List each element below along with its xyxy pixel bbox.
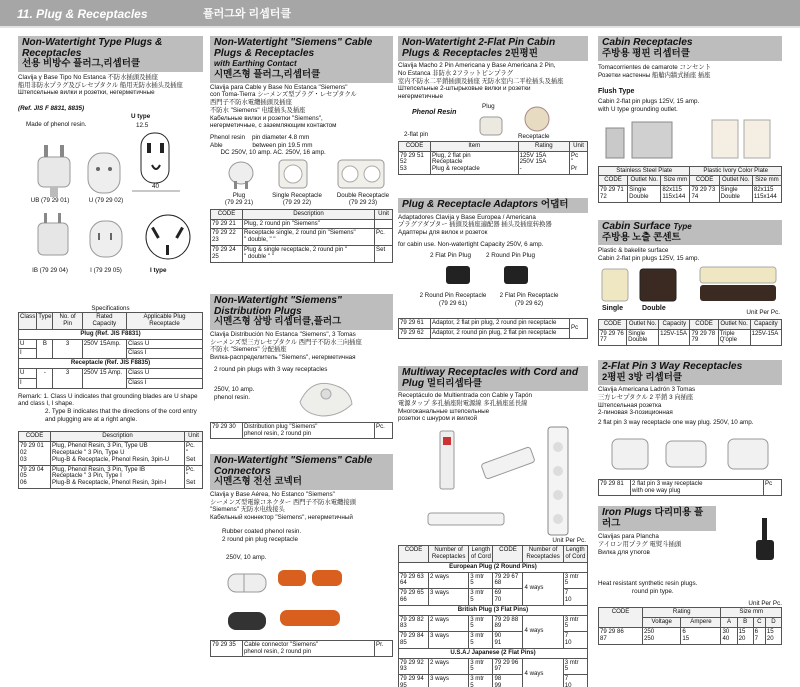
section-desc: Tomacorrientes de camarote コンセント Розетки настенны 船艙内牆式插座 插座 (598, 64, 712, 80)
spec-area (210, 362, 393, 422)
distribution-plug-photo (290, 372, 360, 422)
spec-text: Cabin 2-flat pin plugs 125V, 15 amp. with U type grounding outlet. (598, 98, 700, 113)
photo-caption: U (79 29 02) (88, 196, 124, 204)
section-desc: Plastic & bakelite surface Cabin 2-flat pin plugs 125V, 15 amp. (598, 247, 700, 263)
table-row: 79 29 65 66 3 ways 3 mtr 5 69 70 7 10 (399, 589, 588, 606)
section-title: Plug & Receptacle Adaptors 어댑터 (398, 198, 588, 213)
double-label: Double (642, 304, 666, 312)
photo-caption: 2 Flat Pin Plug (430, 252, 471, 260)
photo-strip (598, 427, 782, 479)
unit-label: Unit Per Pc. (552, 537, 586, 545)
section-desc: Clavijas para Plancha アイロン用プラグ 電熨斗插頭 Вилка для утюгов (598, 533, 682, 556)
section-title: Non-Watertight "Siemens" Distribution Plugs 시멘즈형 삼방 리셉터클,플러그 (210, 294, 393, 330)
3way-photo-3 (724, 431, 774, 475)
spec-area (210, 522, 393, 640)
use-text: for cabin use. Non-watertight Capacity 250V, 6 amp. (398, 240, 544, 248)
section-title: Non-Watertight Type Plugs & Receptacles 선용 비방수 플러그,리셉터클 (18, 36, 203, 72)
receptacle-u-photo (82, 143, 126, 199)
single-label: Single (602, 304, 624, 312)
photo-caption: I (79 29 05) (90, 266, 122, 274)
remark: Remark: 1. Class U indicates that grounding blades are U shape and class I, I shape. 2. Type B indicates that the directions of the cord entry and plugging are at a right angle. (18, 392, 198, 423)
spec-line: 2 round pin plug receptacle (222, 535, 298, 543)
flat-receptacle-photo (522, 105, 552, 133)
table-row: 79 29 76 77 Single Double 125V-15A 79 29 78 79 Triple Q'ople 125V-15A (599, 329, 782, 346)
photo-strip (598, 114, 782, 162)
utype-label: U type (131, 112, 151, 120)
code-table (210, 422, 393, 440)
connector-black-photo (224, 604, 270, 638)
surface-double-photo (638, 267, 678, 303)
reference: (Ref. JIS F 8831, 8835) (18, 105, 85, 113)
photo-caption: 2 Round Pin Receptacle (79 29 61) (419, 292, 487, 307)
surface-table: CODE Outlet No. Capacity CODE Outlet No. Capacity 79 29 76 77 Single Double 125V-15A 79 29 78 79 Triple Q'ople 125V-15A (598, 319, 782, 346)
flat-plug-photo (476, 111, 506, 139)
flush-label: Flush Type (598, 87, 635, 95)
section-title: Multiway Receptacles with Cord and Plug 멀티리셉타클 (398, 366, 588, 391)
column-4 (598, 36, 782, 687)
photo-caption: Single Receptacle (79 29 22) (272, 191, 322, 207)
table-row: 79 29 35 Cable connector "Siemens" phenol resin, 2 round pin Pr. (211, 640, 393, 657)
plug-ub-photo (30, 143, 78, 199)
connector-orange-photo-2 (276, 600, 346, 634)
column-3 (398, 36, 588, 687)
table-row: 79 29 71 72 Single Double 82x115 115x144 79 29 73 74 Single Double 82x115 115x144 (599, 186, 782, 203)
plug-ib-photo (30, 211, 78, 265)
siemens-plug-photo (224, 159, 258, 191)
photo-strip (598, 263, 782, 319)
photo-strip (210, 157, 393, 207)
table-row: 79 29 61 Adaptor, 2 flat pin plug, 2 round pin receptacle Pc (399, 319, 588, 329)
iron-table: CODE Rating Size mm Voltage Ampere A B C D 79 29 86 87 250 250 6 15 30 40 15 20 6 7 15 20 (598, 607, 782, 644)
connector-orange-photo (276, 562, 346, 594)
spec-line: Rubber coated phenol resin. (222, 527, 302, 535)
table-row: 79 29 51 52 53 Plug, 2 flat pin Receptacle Plug & receptacle 125V 15A 250V 15A - Pc " Pr (399, 151, 588, 174)
photo-caption: Plug (482, 102, 495, 110)
section-desc: Adaptadores Clavija y Base Europea / Americana プラグアダプター 插頭及插座適配器 插头及插座转换器 Адаптеры для вилок и розеток (398, 213, 552, 237)
3way-photo-2 (662, 431, 712, 475)
photo-strip (398, 248, 588, 312)
photo-caption: Plug (79 29 21) (224, 191, 254, 207)
photo-caption: Double Receptacle (79 29 23) (336, 191, 390, 207)
photo-area (398, 423, 588, 545)
itype-diagram (140, 211, 196, 265)
resin-label: Phenol Resin (412, 108, 457, 116)
ivory-plate-photo (708, 116, 774, 160)
page-title-korean: 플러그와 리셉터클 (203, 8, 292, 20)
section-desc: Clavija para Cable y Base No Estanca "Siemens" con Toma-Tierra シーメンズ型プラグ・レセプタクル 西門子不防水電纜插頭及插座 不防水 "Siemens" 电缆插头及插座 Кабельные вилки и розетки "Siemens", негерметичные, с заземляющим контактом (210, 83, 357, 130)
section-title: Non-Watertight "Siemens" Cable Connectors 시멘즈형 전선 코넥터 (210, 454, 393, 490)
table-row: 79 29 21 Plug, 2 round pin "Siemens" (211, 219, 393, 229)
table-row: 79 29 04 05 06 Plug, Phenol Resin, 3 Pin, Type IB Receptacle " 3 Pin, Type I Plug-B & Receptacle, Phenol Resin, 3pin-I Pc. " Set (19, 465, 203, 488)
table-row: 79 29 94 95 3 ways 3 mtr 5 98 99 7 10 (399, 675, 588, 687)
photo-caption: 2 Flat Pin Receptacle (79 29 62) (499, 292, 559, 307)
section-desc: Clavija Macho 2 Pin Americana y Base Americana 2 Pin, No Estanca 非防水 2フラットピンプラグ 室内不防水二平銷插頭及插座 无防水室内二平栓插头及插座 Штепсельные 2-штырьковые вилки и розетки негерметичные (398, 62, 564, 101)
section-title: Iron Plugs 다리미용 플러그 (598, 506, 716, 531)
receptacle-i-photo (84, 211, 128, 265)
cabin-table: Stainless Steel Plate Plastic Ivory Color Plate CODE Outlet No. Size mm CODE Outlet No. Size mm 79 29 71 72 Single Double 82x115 115x144 79 29 73 74 Single Double 82x115 115x144 (598, 166, 782, 203)
spec-line: 250V, 10 amp. (214, 385, 255, 393)
column-2 (210, 36, 393, 687)
table-row: 79 29 82 83 2 ways 3 mtr 5 79 29 88 89 4 ways 3 mtr 5 (399, 615, 588, 632)
section-title: 2-Flat Pin 3 Way Receptacles 2평핀 3방 리셉터클 (598, 360, 782, 385)
photo-caption: 2 Round Pin Plug (486, 252, 536, 260)
connector-white-photo (224, 566, 270, 600)
made-of-text: Made of phenol resin. (26, 120, 87, 128)
code-table (398, 318, 588, 339)
photo-caption: IB (79 29 04) (32, 266, 68, 274)
double-receptacle-photo (336, 157, 386, 191)
section-title: Non-Watertight "Siemens" Cable Plugs & Receptacles with Earthing Contact 시멘즈형 플러그,리셉터클 (210, 36, 393, 83)
section-title: Cabin Receptacles 주방용 평핀 리셉터클 (598, 36, 782, 61)
multiway-table: CODE Number of Receptacles Length of Cord CODE Number of Receptacles Length of Cord European Plug (2 Round Pins) 79 29 63 64 2 ways 3 mtr 5 79 29 67 68 4 ways 3 mtr 5 79 29 65 66 3 ways 3 mtr 5 69 70 7 10 British Plug (3 Flat Pins) 79 29 82 83 2 ways 3 mtr 5 79 29 88 89 4 ways 3 mtr 5 79 29 84 85 3 ways 3 mtr 5 90 91 7 10 U.S.A./ Japanese (2 Flat Pins) 79 29 92 93 2 ways 3 mtr 5 79 29 96 97 4 ways 3 mtr 5 79 29 94 95 3 ways 3 mtr 5 98 99 7 10 (398, 545, 588, 687)
table-row: 79 29 81 2 flat pin 3 way receptacle with one way plug Pc (599, 479, 782, 496)
3way-photo-1 (608, 431, 652, 475)
column-1 (18, 36, 203, 687)
table-row: 79 29 84 85 3 ways 3 mtr 5 90 91 7 10 (399, 632, 588, 649)
photo-strip (398, 101, 588, 141)
table-row: 79 29 63 64 2 ways 3 mtr 5 79 29 67 68 4 ways 3 mtr 5 (399, 572, 588, 589)
photo-caption: Receptacle (518, 132, 550, 140)
section-desc: Clavija y Base Tipo No Estanca 不防水插頭及插座 船用非防水プラグ及びレセプタクル 船用无防水插头及插座 Штепсельные вилки и розетки, негерметичные (18, 74, 183, 97)
photo-caption: 2-flat pin (404, 130, 429, 138)
section-desc: Clavija Distribución No Estanca "Siemens", 3 Tomas シーメンズ型三方レセプタクル 西門子不防水三向插座 不防水 "Siemens" 分配插座 Вилка-распределитель "Siemens", негерметичная (210, 331, 362, 362)
spec-text: Phenol resin pin diameter 4.8 mm Able between pin 19.5 mm DC 250V, 10 amp. AC. 250V, 16 amp. (210, 133, 326, 157)
single-receptacle-photo (276, 157, 310, 191)
page-header (0, 0, 800, 28)
page-title: 11. Plug & Receptacles (17, 7, 148, 21)
dim-label-2: 40 (152, 182, 160, 190)
multiway-photo-3 (538, 423, 578, 541)
multiway-photo-1 (428, 427, 468, 497)
photo-caption: UB (79 29 01) (30, 196, 70, 204)
unit-label: Unit Per Pc. (748, 599, 782, 607)
spec-line: phenol resin. (214, 393, 251, 401)
adaptor-photo-2 (498, 260, 534, 290)
surface-single-photo (600, 267, 630, 303)
spec-text: 2 flat pin 3 way receptacle one way plug. 250V, 10 amp. (598, 419, 754, 427)
code-table (210, 640, 393, 658)
specs-title: Specifications (91, 304, 130, 312)
table-row: 79 29 24 25 Plug & single receptacle, 2 round pin " " double " " Set (211, 246, 393, 263)
spec-table: Class Type No. of Pin Rated Capacity Applicable Plug Receptacle Plug (Ref. JIS F8831) U B 3 250V 15Amp. Class U I Class I Receptacle (Ref. JIS F8835) U - 3 250V 15 Amp. Class U I Class I (18, 312, 203, 389)
stainless-plate-photo (602, 118, 682, 162)
section-title: Non-Watertight 2-Flat Pin Cabin Plugs & Receptacles 2핀평핀 (398, 36, 588, 61)
table-row: 79 29 01 02 03 Plug, Phenol Resin, 3 Pin, Type UB Receptacle " 3 Pin, Type U Plug-B & Receptacle, Phenol Resin, 3pin-U Pc. " Set (19, 442, 203, 465)
code-table (598, 479, 782, 497)
surface-triple-photo (698, 265, 778, 303)
multiway-photo-4 (422, 503, 512, 537)
code-table: CODE Description Unit 79 29 01 02 03 Plug, Phenol Resin, 3 Pin, Type UB Receptacle " 3 Pin, Type U Plug-B & Receptacle, Phenol Resin, 3pin-U Pc. " Set 79 29 04 05 06 Plug, Phenol Resin, 3 Pin, Type IB Receptacle " 3 Pin, Type I Plug-B & Receptacle, Phenol Resin, 3pin-I Pc. " Set (18, 431, 203, 489)
section-desc: Clavija y Base Aérea, No Estanco "Siemens" シーメンズ型電線コネクター 西門子不防水電纜接頭 "Siemens" 无防水电线接头 Кабельный коннектор "Siemens", негерметичный (210, 491, 356, 522)
code-table: CODE Item Rating Unit 79 29 51 52 53 Plug, 2 flat pin Receptacle Plug & receptacle 125V 15A 250V 15A - Pc " Pr (398, 141, 588, 175)
dim-label: 12.5 (136, 121, 149, 129)
unit-label: Unit Per Pc. (746, 308, 780, 316)
iron-plug-photo (748, 516, 782, 576)
table-row: 79 29 62 Adaptor, 2 round pin plug, 2 flat pin receptacle (399, 329, 588, 339)
table-row: 79 29 30 Distribution plug "Siemens" phenol resin, 2 round pin Pc. (211, 422, 393, 439)
section-title: Cabin Surface Type 주방용 노출 콘센트 (598, 220, 782, 245)
itype-label: I type (150, 266, 167, 274)
section-desc: Receptáculo de Multientrada con Cable y Tapón 電源タップ 多孔插座附電源線 多孔插座延長線 Многоканальные штепсельные розетки с шнуром и вилкой (398, 392, 532, 423)
figure-area (18, 113, 203, 285)
spec-line: 250V, 10 amp. (226, 553, 267, 561)
multiway-photo-2 (478, 437, 538, 497)
adaptor-photo-1 (440, 260, 476, 290)
spec-text: Heat resistant synthetic resin plugs. round pin type. (598, 580, 698, 596)
table-row: 79 29 22 23 Receptacle single, 2 round pin "Siemens" " double, " " Pc. (211, 229, 393, 246)
spec-line: 2 round pin plugs with 3 way receptacles (214, 365, 328, 373)
table-row: 79 29 92 93 2 ways 3 mtr 5 79 29 96 97 4 ways 3 mtr 5 (399, 658, 588, 675)
section-desc: Clavija Americana Ladrón 3 Tomas 三方レセプタクル 2 平銷 3 向插座 Штепсельная розетка 2-пиновая 3-позиционная (598, 386, 696, 417)
table-row: 79 29 86 87 250 250 6 15 30 40 15 20 6 7 15 20 (599, 628, 782, 645)
code-table: CODE Description Unit 79 29 21 Plug, 2 round pin "Siemens" 79 29 22 23 Receptacle single, 2 round pin "Siemens" " double, " " Pc. 79 29 24 25 Plug & single receptacle, 2 round pin " " double " " Set (210, 209, 393, 263)
